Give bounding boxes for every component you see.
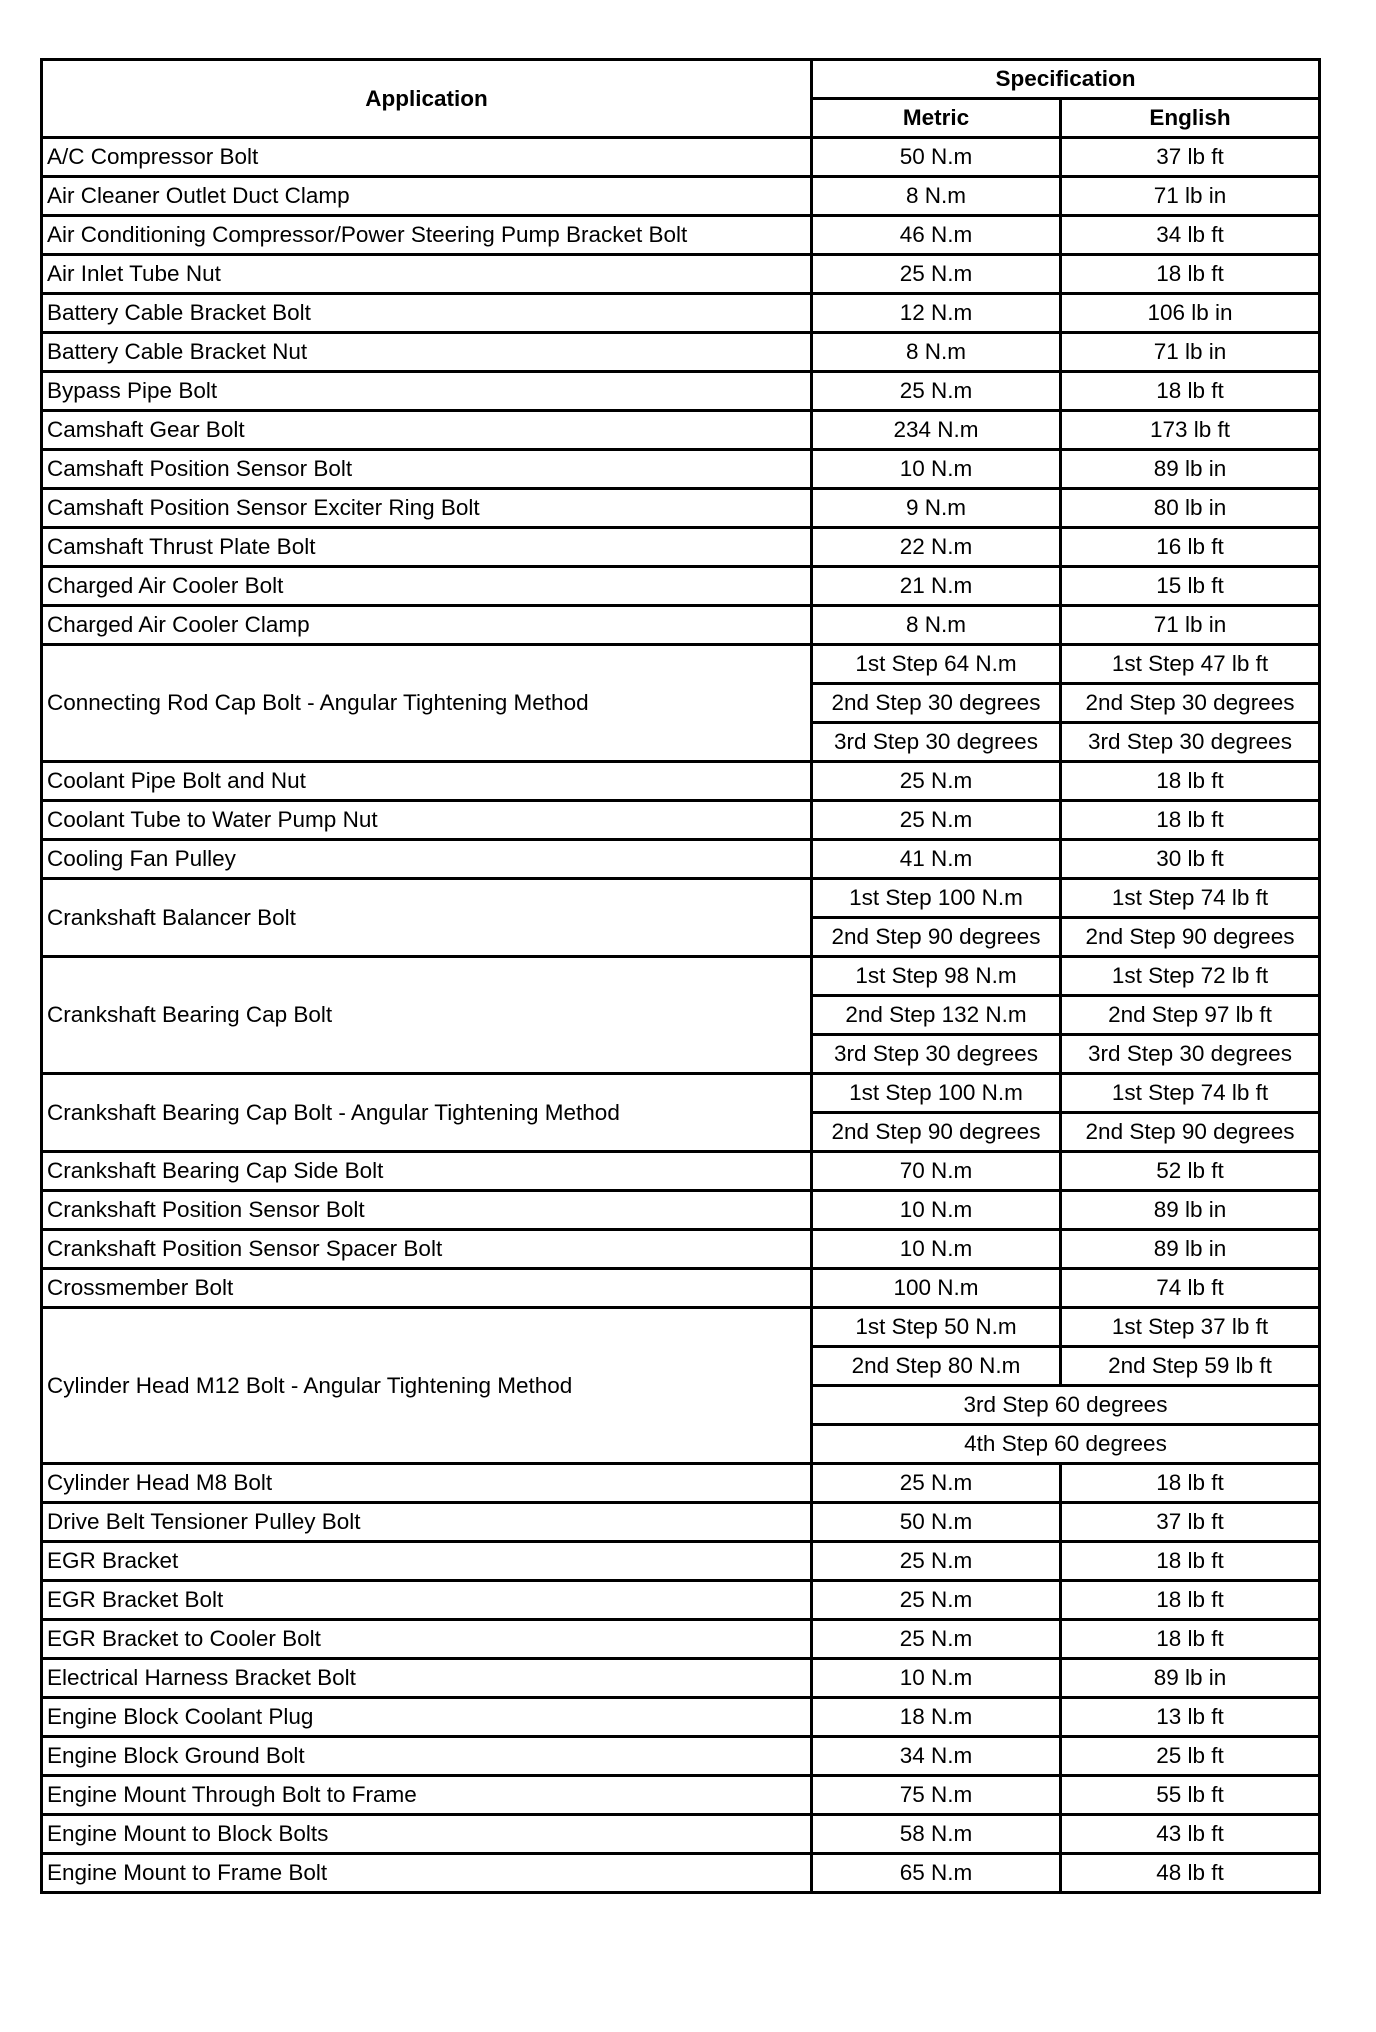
- metric-cell: 10 N.m: [812, 1659, 1061, 1698]
- table-row: [42, 1152, 1320, 1191]
- application-cell: Camshaft Position Sensor Exciter Ring Bolt: [42, 489, 812, 528]
- metric-cell: 70 N.m: [812, 1152, 1061, 1191]
- english-cell: 173 lb ft: [1061, 411, 1320, 450]
- application-cell: Coolant Pipe Bolt and Nut: [42, 762, 812, 801]
- metric-cell: 46 N.m: [812, 216, 1061, 255]
- english-cell: 15 lb ft: [1061, 567, 1320, 606]
- table-row: [42, 801, 1320, 840]
- english-cell: 1st Step 47 lb ft: [1061, 645, 1320, 684]
- table-row: [42, 606, 1320, 645]
- english-cell: 1st Step 72 lb ft: [1061, 957, 1320, 996]
- table-row: [42, 138, 1320, 177]
- english-cell: 48 lb ft: [1061, 1854, 1320, 1893]
- metric-cell: 12 N.m: [812, 294, 1061, 333]
- table-row: [42, 1308, 1320, 1347]
- table-row: [42, 1776, 1320, 1815]
- english-cell: 18 lb ft: [1061, 255, 1320, 294]
- metric-cell: 8 N.m: [812, 177, 1061, 216]
- metric-cell: 25 N.m: [812, 801, 1061, 840]
- table-row: [42, 489, 1320, 528]
- metric-cell: 50 N.m: [812, 1503, 1061, 1542]
- english-cell: 71 lb in: [1061, 606, 1320, 645]
- metric-cell: 21 N.m: [812, 567, 1061, 606]
- english-cell: 18 lb ft: [1061, 801, 1320, 840]
- english-cell: 18 lb ft: [1061, 1464, 1320, 1503]
- application-cell: Crankshaft Bearing Cap Side Bolt: [42, 1152, 812, 1191]
- application-cell: Crankshaft Position Sensor Bolt: [42, 1191, 812, 1230]
- english-cell: 1st Step 37 lb ft: [1061, 1308, 1320, 1347]
- table-row: [42, 1503, 1320, 1542]
- english-cell: 52 lb ft: [1061, 1152, 1320, 1191]
- application-cell: Electrical Harness Bracket Bolt: [42, 1659, 812, 1698]
- metric-cell: 9 N.m: [812, 489, 1061, 528]
- application-cell: A/C Compressor Bolt: [42, 138, 812, 177]
- table-row: [42, 1815, 1320, 1854]
- english-cell: 30 lb ft: [1061, 840, 1320, 879]
- english-cell: 18 lb ft: [1061, 1542, 1320, 1581]
- table-body: [42, 138, 1320, 1893]
- header-row: [42, 60, 1320, 99]
- table-row: [42, 1620, 1320, 1659]
- application-cell: Connecting Rod Cap Bolt - Angular Tightening Method: [42, 645, 812, 762]
- application-cell: Cylinder Head M8 Bolt: [42, 1464, 812, 1503]
- english-cell: 2nd Step 59 lb ft: [1061, 1347, 1320, 1386]
- table-row: [42, 1542, 1320, 1581]
- table-row: [42, 1464, 1320, 1503]
- metric-cell: 65 N.m: [812, 1854, 1061, 1893]
- combined-spec-cell: 4th Step 60 degrees: [812, 1425, 1320, 1464]
- table-row: [42, 567, 1320, 606]
- metric-cell: 25 N.m: [812, 372, 1061, 411]
- application-cell: Battery Cable Bracket Nut: [42, 333, 812, 372]
- english-cell: 89 lb in: [1061, 450, 1320, 489]
- application-cell: Crankshaft Balancer Bolt: [42, 879, 812, 957]
- table-row: [42, 333, 1320, 372]
- application-cell: Battery Cable Bracket Bolt: [42, 294, 812, 333]
- application-cell: Cylinder Head M12 Bolt - Angular Tightening Method: [42, 1308, 812, 1464]
- table-row: [42, 840, 1320, 879]
- application-cell: Crankshaft Bearing Cap Bolt: [42, 957, 812, 1074]
- table-row: [42, 255, 1320, 294]
- english-cell: 16 lb ft: [1061, 528, 1320, 567]
- metric-cell: 18 N.m: [812, 1698, 1061, 1737]
- english-cell: 2nd Step 30 degrees: [1061, 684, 1320, 723]
- english-cell: 1st Step 74 lb ft: [1061, 879, 1320, 918]
- metric-cell: 8 N.m: [812, 606, 1061, 645]
- english-cell: 18 lb ft: [1061, 372, 1320, 411]
- english-cell: 18 lb ft: [1061, 1620, 1320, 1659]
- table-row: [42, 216, 1320, 255]
- english-cell: 43 lb ft: [1061, 1815, 1320, 1854]
- application-cell: Engine Mount Through Bolt to Frame: [42, 1776, 812, 1815]
- metric-cell: 3rd Step 30 degrees: [812, 1035, 1061, 1074]
- application-cell: Coolant Tube to Water Pump Nut: [42, 801, 812, 840]
- metric-cell: 75 N.m: [812, 1776, 1061, 1815]
- application-cell: Engine Mount to Block Bolts: [42, 1815, 812, 1854]
- application-cell: Engine Mount to Frame Bolt: [42, 1854, 812, 1893]
- metric-cell: 10 N.m: [812, 450, 1061, 489]
- application-cell: Bypass Pipe Bolt: [42, 372, 812, 411]
- metric-cell: 2nd Step 80 N.m: [812, 1347, 1061, 1386]
- english-cell: 89 lb in: [1061, 1191, 1320, 1230]
- english-cell: 2nd Step 90 degrees: [1061, 1113, 1320, 1152]
- metric-cell: 25 N.m: [812, 1542, 1061, 1581]
- english-cell: 37 lb ft: [1061, 138, 1320, 177]
- application-cell: EGR Bracket: [42, 1542, 812, 1581]
- application-cell: Crossmember Bolt: [42, 1269, 812, 1308]
- table-row: [42, 762, 1320, 801]
- application-cell: Engine Block Ground Bolt: [42, 1737, 812, 1776]
- metric-cell: 34 N.m: [812, 1737, 1061, 1776]
- application-cell: Drive Belt Tensioner Pulley Bolt: [42, 1503, 812, 1542]
- english-cell: 89 lb in: [1061, 1659, 1320, 1698]
- application-cell: Camshaft Position Sensor Bolt: [42, 450, 812, 489]
- table-row: [42, 294, 1320, 333]
- metric-cell: 50 N.m: [812, 138, 1061, 177]
- table-row: [42, 372, 1320, 411]
- english-cell: 89 lb in: [1061, 1230, 1320, 1269]
- english-cell: 37 lb ft: [1061, 1503, 1320, 1542]
- metric-cell: 1st Step 50 N.m: [812, 1308, 1061, 1347]
- application-cell: Cooling Fan Pulley: [42, 840, 812, 879]
- torque-spec-table: [40, 58, 1321, 1894]
- metric-cell: 2nd Step 90 degrees: [812, 918, 1061, 957]
- metric-cell: 10 N.m: [812, 1230, 1061, 1269]
- application-cell: Engine Block Coolant Plug: [42, 1698, 812, 1737]
- application-header: Application: [42, 60, 812, 138]
- table-row: [42, 1854, 1320, 1893]
- english-cell: 25 lb ft: [1061, 1737, 1320, 1776]
- table-row: [42, 1191, 1320, 1230]
- metric-cell: 25 N.m: [812, 762, 1061, 801]
- metric-cell: 234 N.m: [812, 411, 1061, 450]
- english-cell: 71 lb in: [1061, 177, 1320, 216]
- application-cell: Camshaft Thrust Plate Bolt: [42, 528, 812, 567]
- metric-cell: 3rd Step 30 degrees: [812, 723, 1061, 762]
- application-cell: EGR Bracket Bolt: [42, 1581, 812, 1620]
- metric-cell: 2nd Step 30 degrees: [812, 684, 1061, 723]
- application-cell: Crankshaft Position Sensor Spacer Bolt: [42, 1230, 812, 1269]
- metric-cell: 58 N.m: [812, 1815, 1061, 1854]
- metric-cell: 41 N.m: [812, 840, 1061, 879]
- application-cell: Air Conditioning Compressor/Power Steering Pump Bracket Bolt: [42, 216, 812, 255]
- table-row: [42, 411, 1320, 450]
- metric-cell: 1st Step 64 N.m: [812, 645, 1061, 684]
- application-cell: Camshaft Gear Bolt: [42, 411, 812, 450]
- english-cell: 55 lb ft: [1061, 1776, 1320, 1815]
- metric-cell: 25 N.m: [812, 1620, 1061, 1659]
- english-cell: 18 lb ft: [1061, 1581, 1320, 1620]
- table-row: [42, 1581, 1320, 1620]
- english-header: English: [1061, 99, 1320, 138]
- table-row: [42, 450, 1320, 489]
- application-cell: Charged Air Cooler Bolt: [42, 567, 812, 606]
- english-cell: 71 lb in: [1061, 333, 1320, 372]
- english-cell: 2nd Step 97 lb ft: [1061, 996, 1320, 1035]
- metric-cell: 2nd Step 132 N.m: [812, 996, 1061, 1035]
- metric-cell: 10 N.m: [812, 1191, 1061, 1230]
- table-row: [42, 1698, 1320, 1737]
- metric-cell: 25 N.m: [812, 1581, 1061, 1620]
- english-cell: 74 lb ft: [1061, 1269, 1320, 1308]
- table-row: [42, 879, 1320, 918]
- metric-cell: 1st Step 98 N.m: [812, 957, 1061, 996]
- application-cell: EGR Bracket to Cooler Bolt: [42, 1620, 812, 1659]
- english-cell: 3rd Step 30 degrees: [1061, 723, 1320, 762]
- table-row: [42, 957, 1320, 996]
- table-row: [42, 1659, 1320, 1698]
- english-cell: 80 lb in: [1061, 489, 1320, 528]
- metric-cell: 1st Step 100 N.m: [812, 879, 1061, 918]
- english-cell: 13 lb ft: [1061, 1698, 1320, 1737]
- table-row: [42, 1737, 1320, 1776]
- english-cell: 2nd Step 90 degrees: [1061, 918, 1320, 957]
- metric-cell: 1st Step 100 N.m: [812, 1074, 1061, 1113]
- application-cell: Air Cleaner Outlet Duct Clamp: [42, 177, 812, 216]
- specification-header: Specification: [812, 60, 1320, 99]
- table-row: [42, 177, 1320, 216]
- english-cell: 1st Step 74 lb ft: [1061, 1074, 1320, 1113]
- metric-cell: 25 N.m: [812, 1464, 1061, 1503]
- metric-cell: 100 N.m: [812, 1269, 1061, 1308]
- table-row: [42, 528, 1320, 567]
- english-cell: 18 lb ft: [1061, 762, 1320, 801]
- application-cell: Crankshaft Bearing Cap Bolt - Angular Tightening Method: [42, 1074, 812, 1152]
- metric-cell: 22 N.m: [812, 528, 1061, 567]
- metric-cell: 2nd Step 90 degrees: [812, 1113, 1061, 1152]
- table-row: [42, 1074, 1320, 1113]
- english-cell: 34 lb ft: [1061, 216, 1320, 255]
- metric-header: Metric: [812, 99, 1061, 138]
- table-row: [42, 1230, 1320, 1269]
- metric-cell: 25 N.m: [812, 255, 1061, 294]
- table-row: [42, 1269, 1320, 1308]
- application-cell: Air Inlet Tube Nut: [42, 255, 812, 294]
- application-cell: Charged Air Cooler Clamp: [42, 606, 812, 645]
- table-row: [42, 645, 1320, 684]
- english-cell: 3rd Step 30 degrees: [1061, 1035, 1320, 1074]
- metric-cell: 8 N.m: [812, 333, 1061, 372]
- combined-spec-cell: 3rd Step 60 degrees: [812, 1386, 1320, 1425]
- english-cell: 106 lb in: [1061, 294, 1320, 333]
